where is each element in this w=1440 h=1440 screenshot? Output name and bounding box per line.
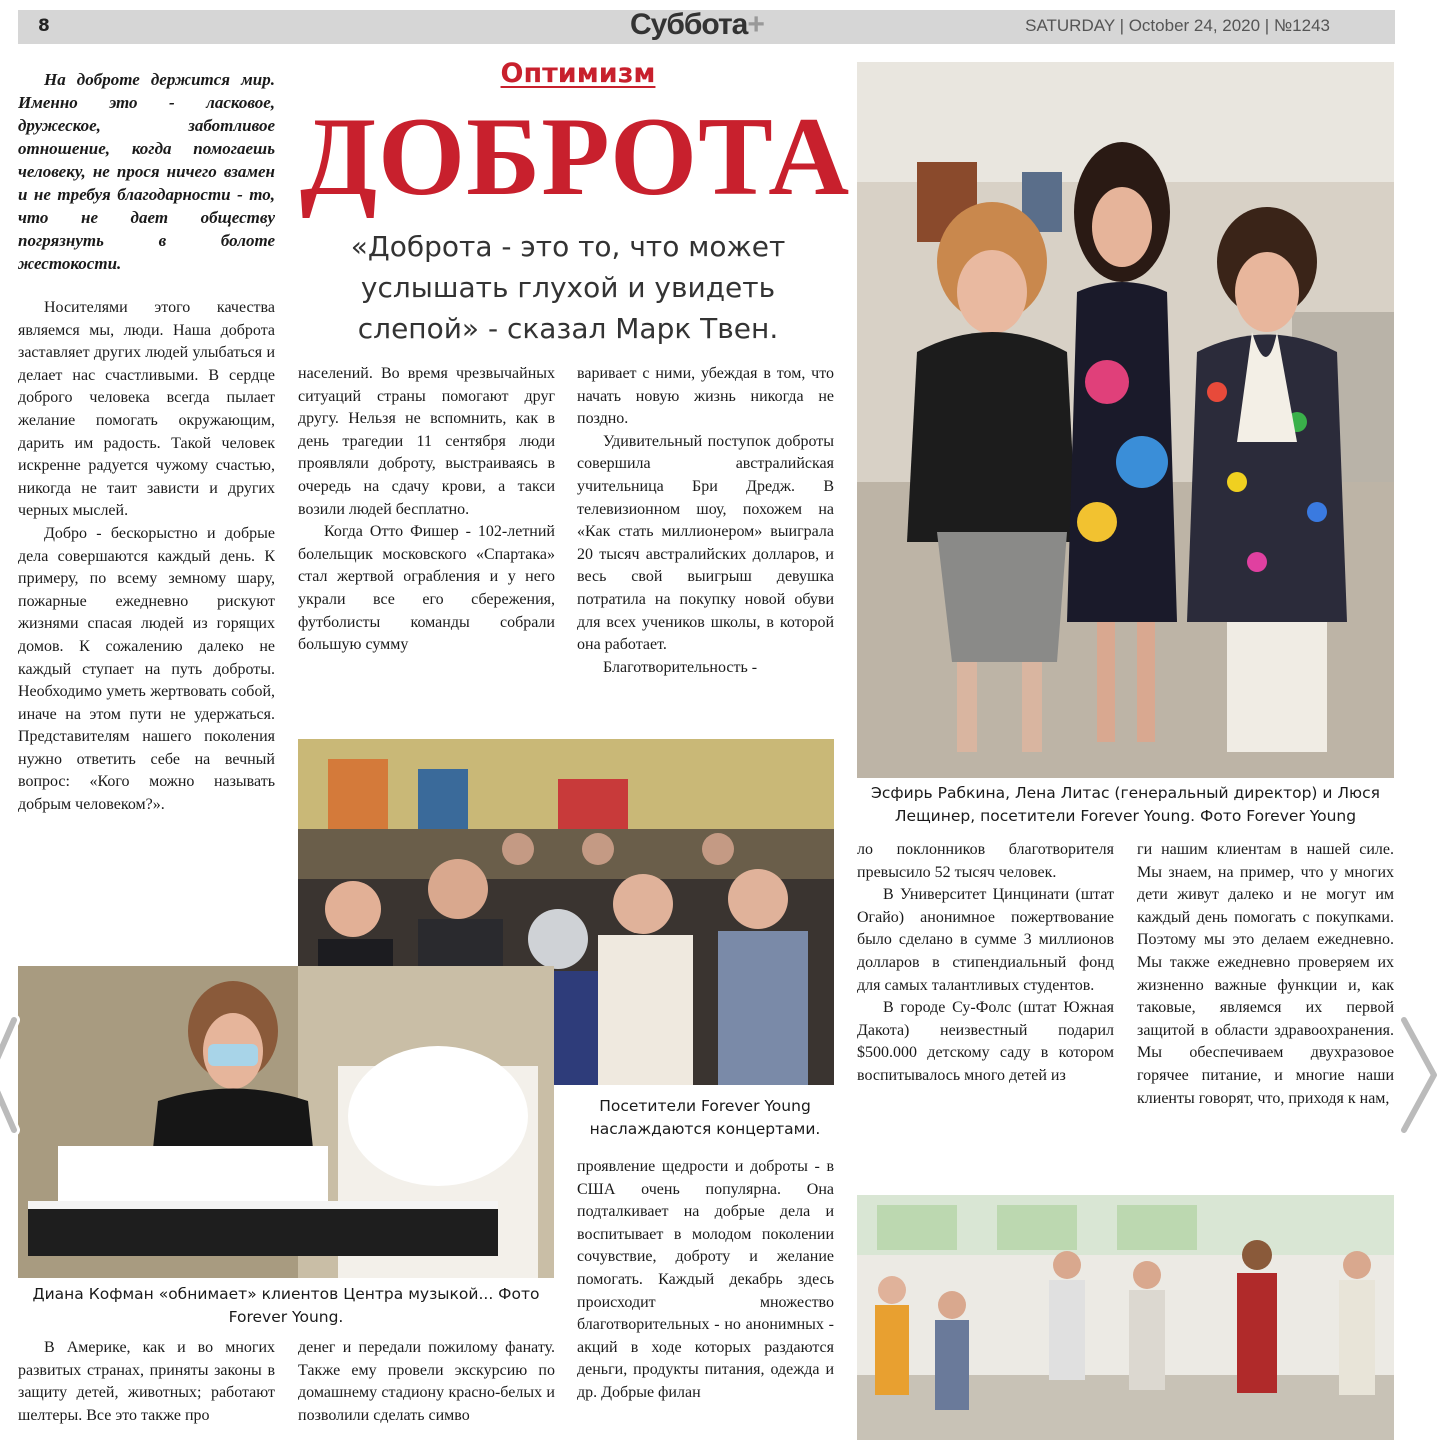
column-3-top	[577, 363, 834, 729]
paragraph: В городе Су-Фолс (штат Южная Дакота) неизвестный подарил $500.000 детскому саду в котором воспитывалось много детей из	[857, 999, 1114, 1084]
paragraph: ги нашим клиентам в нашей силе. Мы знаем, на пример, что у многих дети живут далеко и не могут им каждый день помогать с покупками. Поэтому мы это делаем ежедневно. Мы также ежедневно проверяем их жизненно важные функции и, как таковые, являемся их первой защитой в области здравоохранения. Мы обеспечиваем двухразовое горячее питание, и многие наши клиенты говорят, что, приходя к нам,	[1137, 841, 1394, 1107]
paragraph: населений. Во время чрезвычайных ситуаций страны помогают друг другу. Нельзя не вспомнить, как в день трагедии 11 сентября люди проявляли доброту, выстраиваясь в очередь на сдачу крови, а такси возили людей бесплатно.	[298, 365, 555, 518]
column-4	[857, 839, 1114, 1179]
page-number: 8	[38, 16, 50, 36]
column-5	[1137, 839, 1394, 1179]
paragraph: варивает с ними, убеждая в том, что начать новую жизнь никогда не поздно.	[577, 365, 834, 428]
paragraph: Носителями этого качества являемся мы, люди. Наша доброта заставляет других людей улыбаться и делает нас счастливыми. В сердце доброго человека всегда пылает желание помогать окружающим, дарить им радость. Такой человек искренне радуется чужому счастью, никогда не таит зависти и других черных мыслей.	[18, 299, 275, 520]
lead-paragraph: На доброте держится мир. Именно это - ласковое, дружеское, заботливое отношение, когда помогаешь человеку, не прося ничего взамен и не требуя благодарности - то, что не дает обществу погрязнуть в болоте жестокости.	[18, 70, 275, 273]
column-2-top	[298, 363, 555, 729]
masthead-name: Суббота	[630, 8, 748, 41]
paragraph: проявление щедрости и доброты - в США очень популярна. Она подталкивает на добрые дела и воспитывает в молодом поколении сочувствие, доброту и желание помогать. Каждый декабрь здесь происходит множество благотворительных - но анонимных - акций в ходе которых раздаются деньги, продукты питания, одежда и др. Добрые филан	[577, 1158, 834, 1401]
column-3-bottom	[577, 1156, 834, 1440]
exercise-photo	[857, 1195, 1394, 1440]
paragraph: Когда Отто Фишер - 102-летний болельщик московского «Спартака» стал жертвой ограбления и у него украли все его сбережения, футболисты команды собрали большую сумму	[298, 523, 555, 654]
column-2-bottom	[298, 1337, 555, 1440]
paragraph: ло поклонников благотворителя превысило 52 тысяч человек.	[857, 841, 1114, 881]
headline: ДОБРОТА	[300, 95, 851, 219]
paragraph: денег и передали пожилому фанату. Также ему провели экскурсию по домашнему стадиону красно-белых и позволили сделать симво	[298, 1339, 555, 1424]
chevron-right-icon	[1396, 1010, 1440, 1140]
paragraph: Удивительный поступок доброты совершила австралийская учительница Бри Дредж. В телевизионном шоу, похожем на «Как стать миллионером» выиграла 20 тысяч австралийских долларов, и весь свой выигрыш девушка потратила на покупку новой обуви для всех учеников школы, в которой она работает.	[577, 432, 834, 654]
column-1	[18, 68, 275, 968]
main-photo	[857, 62, 1394, 778]
paragraph: В Америке, как и во многих развитых странах, приняты законы в защиту детей, животных; работают шелтеры. Все это также про	[18, 1339, 275, 1424]
piano-photo	[18, 966, 554, 1278]
masthead-plus: +	[747, 8, 764, 41]
piano-photo-caption: Диана Кофман «обнимает» клиентов Центра музыкой... Фото Forever Young.	[32, 1285, 540, 1326]
next-page-arrow[interactable]	[1396, 1010, 1440, 1140]
chevron-left-icon	[0, 1010, 44, 1140]
rubric: Оптимизм	[500, 58, 656, 89]
paragraph: Благотворительность -	[603, 658, 758, 676]
masthead	[630, 8, 764, 42]
main-photo-caption: Эсфирь Рабкина, Лена Литас (генеральный директор) и Люся Лещинер, посетители Forever Young. Фото Forever Young	[871, 784, 1380, 825]
pull-quote: «Доброта - это то, что может услышать глухой и увидеть слепой» - сказал Марк Твен.	[350, 230, 786, 345]
paragraph: Добро - бескорыстно и добрые дела совершаются каждый день. К примеру, по всему земному шару, пожарные ежедневно рискуют жизнями спасая людей из горящих домов. К сожалению далеко не каждый ступает на путь доброты. Необходимо уметь жертвовать собой, иначе на этом пути не удержаться. Представителям нашего поколения нужно ответить себе на вечный вопрос: «Кого можно называть добрым человеком?».	[18, 524, 275, 814]
column-1-bottom	[18, 1337, 275, 1440]
date-line: SATURDAY | October 24, 2020 | №1243	[1025, 16, 1330, 35]
previous-page-arrow[interactable]	[0, 1010, 44, 1140]
paragraph: В Университет Цинцинати (штат Огайо) анонимное пожертвование было сделано в сумме 3 миллионов долларов в стипендиальный фонд для самых талантливых студентов.	[857, 886, 1114, 994]
concert-photo-caption: Посетители Forever Young наслаждаются концертами.	[589, 1097, 821, 1138]
